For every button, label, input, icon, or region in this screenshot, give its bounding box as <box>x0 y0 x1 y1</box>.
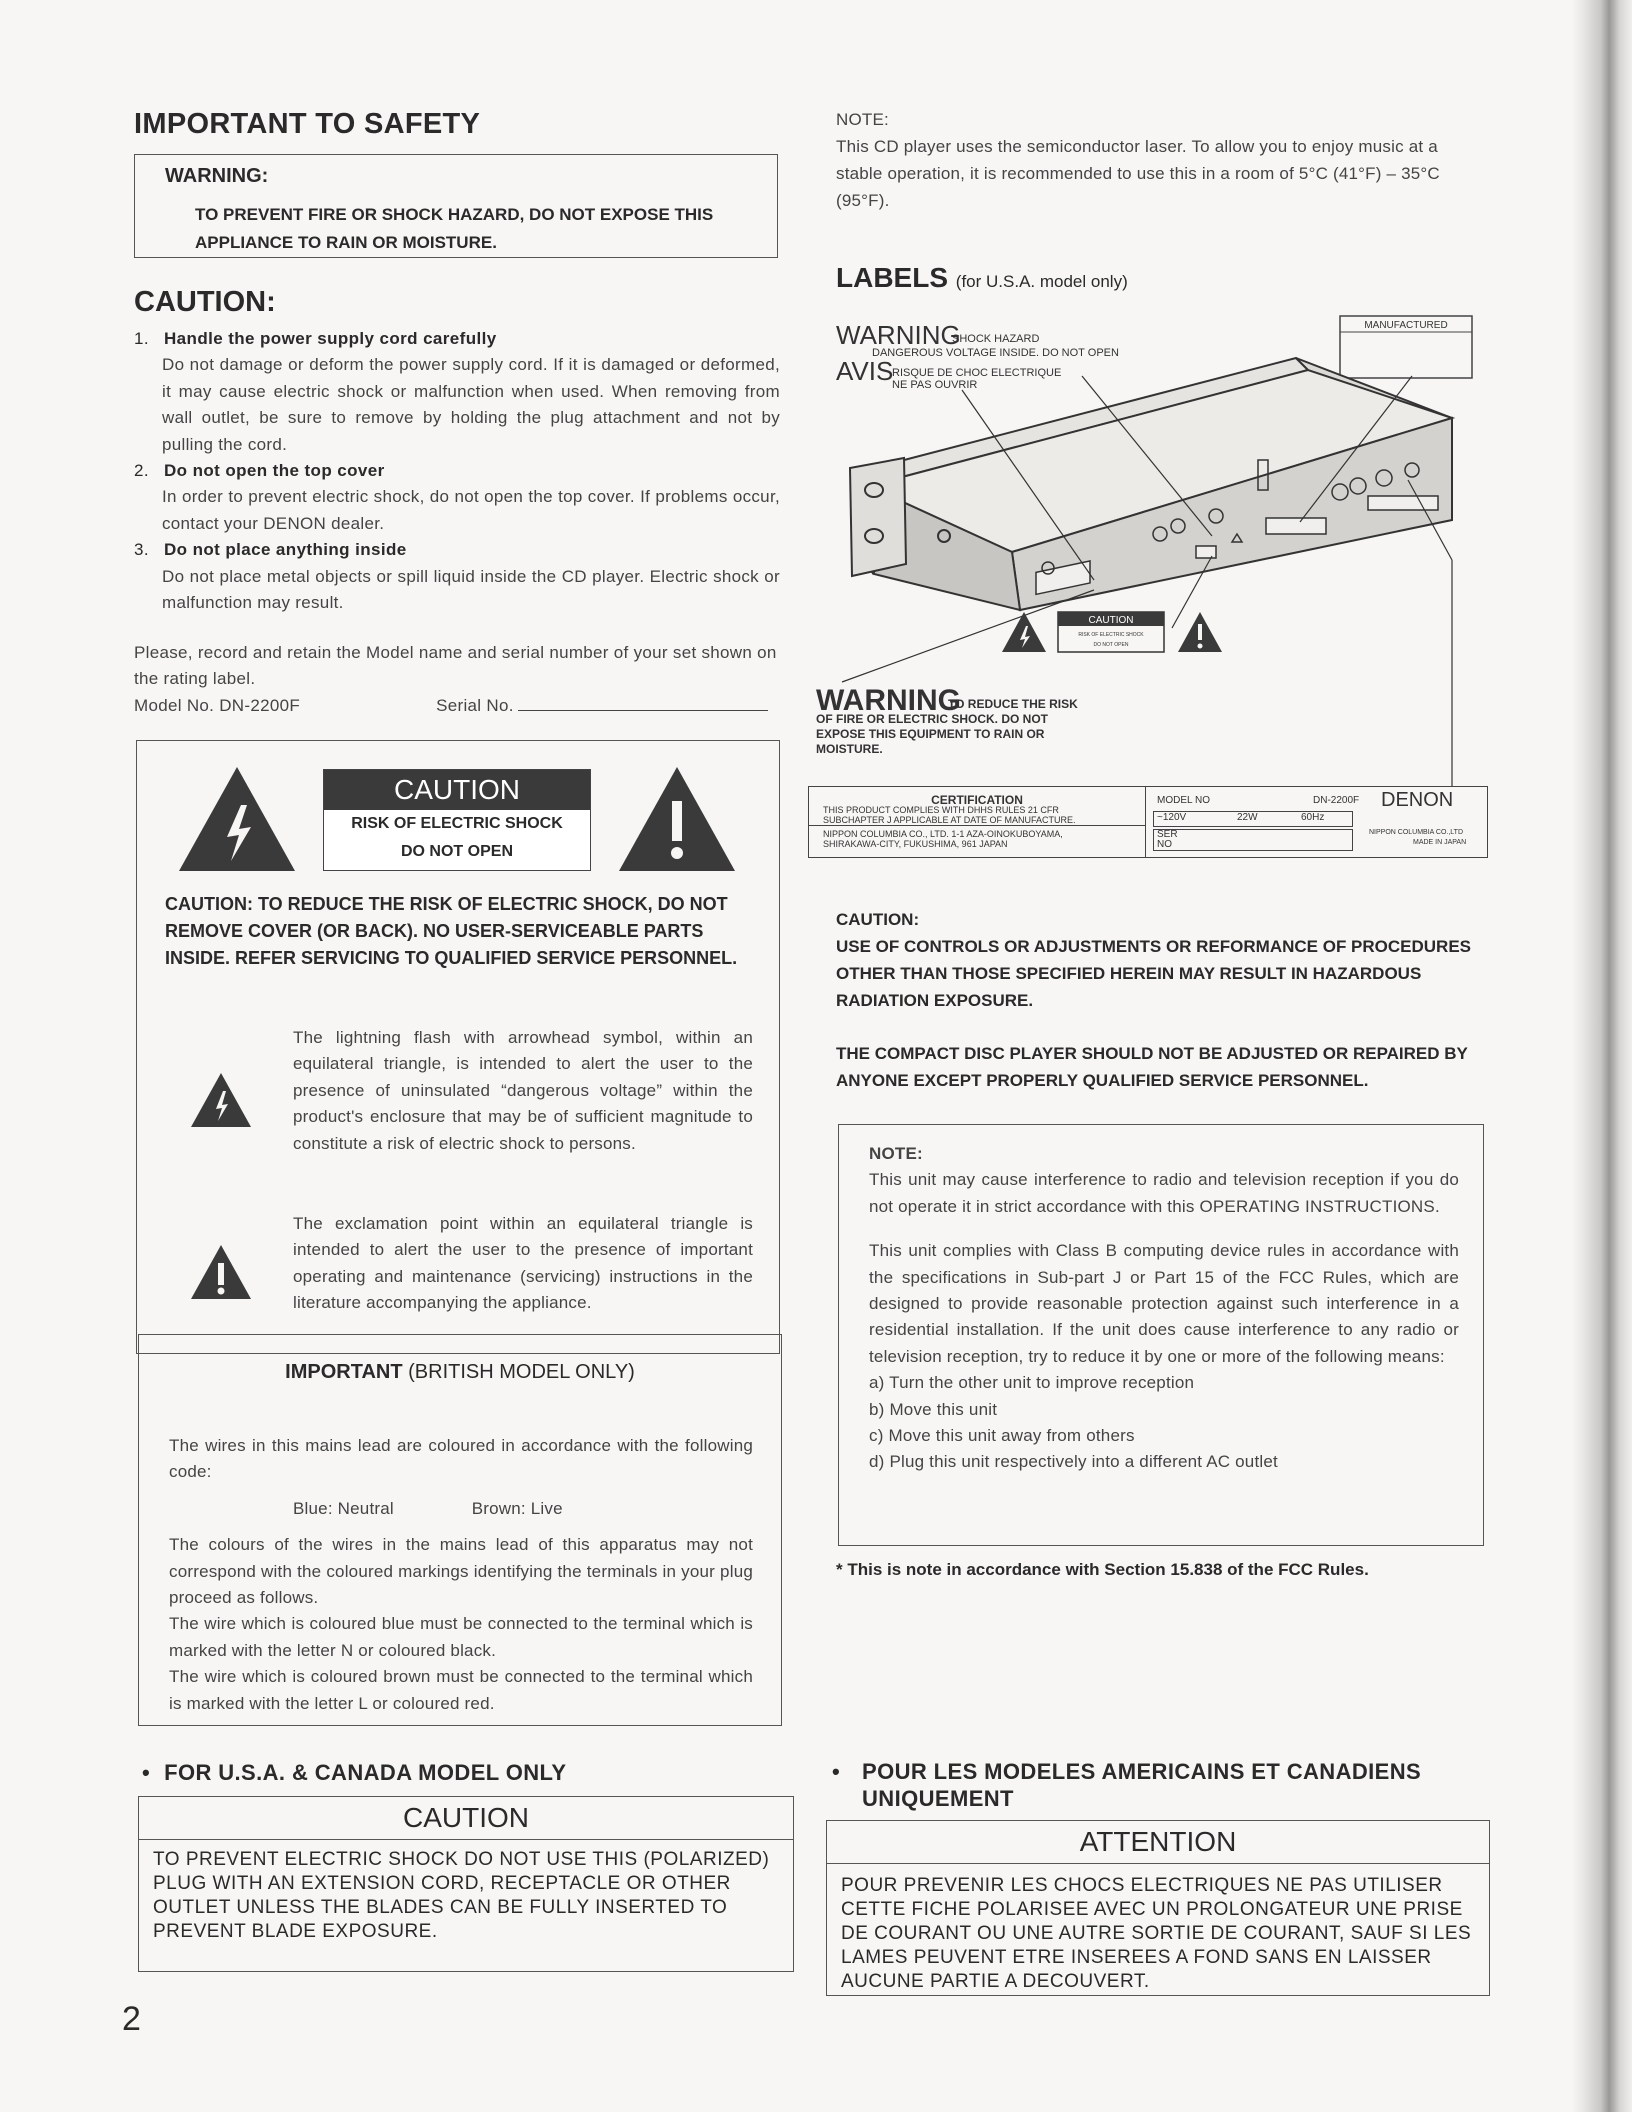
fcc-footnote: * This is note in accordance with Section 15.838 of the FCC Rules. <box>836 1560 1369 1579</box>
safety-heading: IMPORTANT TO SAFETY <box>134 108 481 140</box>
caution-item-title: 1. Handle the power supply cord carefully <box>134 329 497 348</box>
wires-para-2: The wire which is coloured blue must be connected to the terminal which is marked with the letter N or coloured black. <box>169 1614 753 1660</box>
laser-caution <box>836 906 1486 1094</box>
caution-item-body: In order to prevent electric shock, do not open the top cover. If problems occur, contact your DENON dealer. <box>162 487 780 533</box>
exclamation-symbol-text: The exclamation point within an equilateral triangle is intended to alert the user to the presence of important operating and maintenance (servicing) instructions in the literature accompanying the appliance. <box>293 1214 753 1313</box>
important-body <box>169 1433 753 1717</box>
page-binding-edge <box>1572 0 1632 2112</box>
french-attention-title: ATTENTION <box>827 1821 1489 1864</box>
label-warning2-lead: TO REDUCE THE RISK <box>948 697 1078 711</box>
mini-caution-line2: DO NOT OPEN <box>1093 642 1129 648</box>
usa-canada-heading: • FOR U.S.A. & CANADA MODEL ONLY <box>142 1760 567 1785</box>
mini-caution-line1: RISK OF ELECTRIC SHOCK <box>1078 632 1144 638</box>
fcc-note-para-2: This unit complies with Class B computing device rules in accordance with the specifications in Sub-part J or Part 15 of the FCC Rules, which are designed to provide reasonable protection against such interference in a residential installation. If the unit does cause interference to any radio or television reception, try to reduce it by one or more of the following means: <box>869 1241 1459 1366</box>
fcc-note-item: a) Turn the other unit to improve reception <box>869 1373 1195 1393</box>
laser-caution-para-1: USE OF CONTROLS OR ADJUSTMENTS OR REFORMANCE OF PROCEDURES OTHER THAN THOSE SPECIFIED HEREIN MAY RESULT IN HAZARDOUS RADIATION EXPOSURE. <box>836 937 1472 1010</box>
laser-caution-title: CAUTION: <box>836 910 920 929</box>
laser-caution-para-2: THE COMPACT DISC PLAYER SHOULD NOT BE ADJUSTED OR REPAIRED BY ANYONE EXCEPT PROPERLY QUALIFIED SERVICE PERSONNEL. <box>836 1044 1468 1090</box>
caution-label-line1: RISK OF ELECTRIC SHOCK <box>351 815 563 832</box>
lightning-triangle-icon <box>175 763 299 875</box>
labels-heading: LABELS (for U.S.A. model only) <box>836 262 1128 293</box>
model-number: Model No. DN-2200F <box>134 695 301 715</box>
record-text: Please, record and retain the Model name and serial number of your set shown on the rating label. <box>134 643 777 689</box>
serial-label: Serial No. <box>436 695 514 715</box>
serial-blank <box>518 710 768 711</box>
usa-caution-title: CAUTION <box>139 1797 793 1840</box>
label-warning2-big: WARNING <box>816 684 961 717</box>
caution-list <box>134 326 780 616</box>
fcc-note-title: NOTE: <box>869 1144 923 1163</box>
caution-item-title: 2. Do not open the top cover <box>134 461 385 481</box>
usa-caution-box <box>138 1796 794 1972</box>
fcc-note-para-1: This unit may cause interference to radio and television reception if you do not operate it in strict accordance with this OPERATING INSTRUCTIONS. <box>869 1170 1459 1216</box>
label-warning-big: WARNING <box>836 320 961 350</box>
fcc-note-item: c) Move this unit away from others <box>869 1426 1135 1446</box>
usa-caution-text: TO PREVENT ELECTRIC SHOCK DO NOT USE THIS (POLARIZED) PLUG WITH AN EXTENSION CORD, RECEPTACLE OR OTHER OUTLET UNLESS THE BLADES CAN BE FULLY INSERTED TO PREVENT BLADE EXPOSURE. <box>153 1849 770 1942</box>
label-avis-small2: NE PAS OUVRIR <box>892 379 978 391</box>
manufactured-text: MANUFACTURED <box>1364 320 1448 331</box>
french-heading: • POUR LES MODELES AMERICAINS ET CANADIENS UNIQUEMENT <box>832 1759 1422 1811</box>
label-warning-small1: SHOCK HAZARD <box>952 333 1040 345</box>
french-attention-text: POUR PREVENIR LES CHOCS ELECTRIQUES NE PAS UTILISER CETTE FICHE POLARISEE AVEC UN PROLONGATEUR UNE PRISE DE COURANT OU UNE AUTRE SORTIE DE COURANT, SAUF SI LES LAMES PEUVENT ETRE INSEREES A FOND SANS EN LAISSER AUCUNE PARTIE A DECOUVERT. <box>841 1875 1472 1992</box>
caution-box-text: CAUTION: TO REDUCE THE RISK OF ELECTRIC SHOCK, DO NOT REMOVE COVER (OR BACK). NO USER-SERVICEABLE PARTS INSIDE. REFER SERVICING TO QUALIFIED SERVICE PERSONNEL. <box>165 894 738 968</box>
british-model-box <box>138 1334 782 1726</box>
wires-para-1: The colours of the wires in the mains lead of this apparatus may not correspond with the coloured markings identifying the terminals in your plug proceed as follows. <box>169 1535 753 1608</box>
warning-title: WARNING: <box>165 165 269 187</box>
caution-item-body: Do not place metal objects or spill liquid inside the CD player. Electric shock or malfunction may result. <box>162 566 780 613</box>
laser-note-title: NOTE: <box>836 110 889 129</box>
lightning-symbol-text: The lightning flash with arrowhead symbol, within an equilateral triangle, is intended to alert the user to the presence of uninsulated “dangerous voltage” within the product's enclosure that may be of sufficient magnitude to constitute a risk of electric shock to persons. <box>293 1028 753 1153</box>
important-title: IMPORTANT (BRITISH MODEL ONLY) <box>285 1361 635 1383</box>
laser-note-text: This CD player uses the semiconductor laser. To allow you to enjoy music at a stable operation, it is recommended to use this in a room of 5°C (41°F) – 35°C (95°F). <box>836 137 1440 210</box>
rating-plate <box>808 786 1488 858</box>
page-number: 2 <box>122 2000 141 2038</box>
fcc-note-item: b) Move this unit <box>869 1399 998 1419</box>
model-serial-line <box>134 693 780 719</box>
exclamation-triangle-icon <box>615 763 739 875</box>
labels-illustration <box>812 310 1502 866</box>
caution-label <box>323 769 591 871</box>
fcc-note-item: d) Plug this unit respectively into a different AC outlet <box>869 1452 1278 1472</box>
mini-caution-head: CAUTION <box>1088 615 1134 626</box>
electric-shock-caution-box <box>136 740 780 1354</box>
caution-label-line2: DO NOT OPEN <box>400 843 513 860</box>
warning-box <box>134 154 778 258</box>
model-plate-panel: MODEL NO DN-2200F DENON ~120V 22W 60Hz SER NO NIPPON COLUMBIA CO.,LTD MADE IN JAPAN <box>1149 787 1487 857</box>
lightning-triangle-small-icon <box>189 1071 253 1129</box>
denon-brand: DENON <box>1381 789 1454 811</box>
caution-heading: CAUTION: <box>134 286 276 318</box>
caution-label-head: CAUTION <box>324 770 590 810</box>
wire-code-row: Blue: Neutral Brown: Live <box>293 1498 563 1518</box>
exclamation-triangle-small-icon <box>189 1243 253 1301</box>
caution-item-title: 3. Do not place anything inside <box>134 540 407 560</box>
caution-item-body: Do not damage or deform the power supply cord. If it is damaged or deformed, it may cause electric shock or malfunction when used. When removing from wall outlet, be sure to remove by holding the plug attachment and not by pulling the cord. <box>162 355 780 454</box>
warning-text: TO PREVENT FIRE OR SHOCK HAZARD, DO NOT EXPOSE THIS APPLIANCE TO RAIN OR MOISTURE. <box>195 205 714 252</box>
label-avis-big: AVIS <box>836 356 894 386</box>
wires-para-3: The wire which is coloured brown must be connected to the terminal which is marked with the letter L or coloured red. <box>169 1667 753 1713</box>
record-paragraph <box>134 640 780 719</box>
wires-intro: The wires in this mains lead are coloured in accordance with the following code: <box>169 1436 753 1482</box>
label-warning-small2: DANGEROUS VOLTAGE INSIDE. DO NOT OPEN <box>872 347 1119 359</box>
fcc-note-box <box>838 1124 1484 1546</box>
label-avis-small1: RISQUE DE CHOC ELECTRIQUE <box>892 367 1062 379</box>
certification-panel: CERTIFICATION THIS PRODUCT COMPLIES WITH DHHS RULES 21 CFR SUBCHAPTER J APPLICABLE AT DATE OF MANUFACTURE. NIPPON COLUMBIA CO., LTD. 1-1 AZA-OINOKUBOYAMA, SHIRAKAWA-CITY, FUKUSHIMA, 961 JAPAN <box>809 787 1146 857</box>
rack-ear <box>850 458 906 576</box>
label-warning2-rest: OF FIRE OR ELECTRIC SHOCK. DO NOT EXPOSE THIS EQUIPMENT TO RAIN OR MOISTURE. <box>816 712 1049 756</box>
laser-note <box>836 106 1486 214</box>
french-attention-box <box>826 1820 1490 1996</box>
